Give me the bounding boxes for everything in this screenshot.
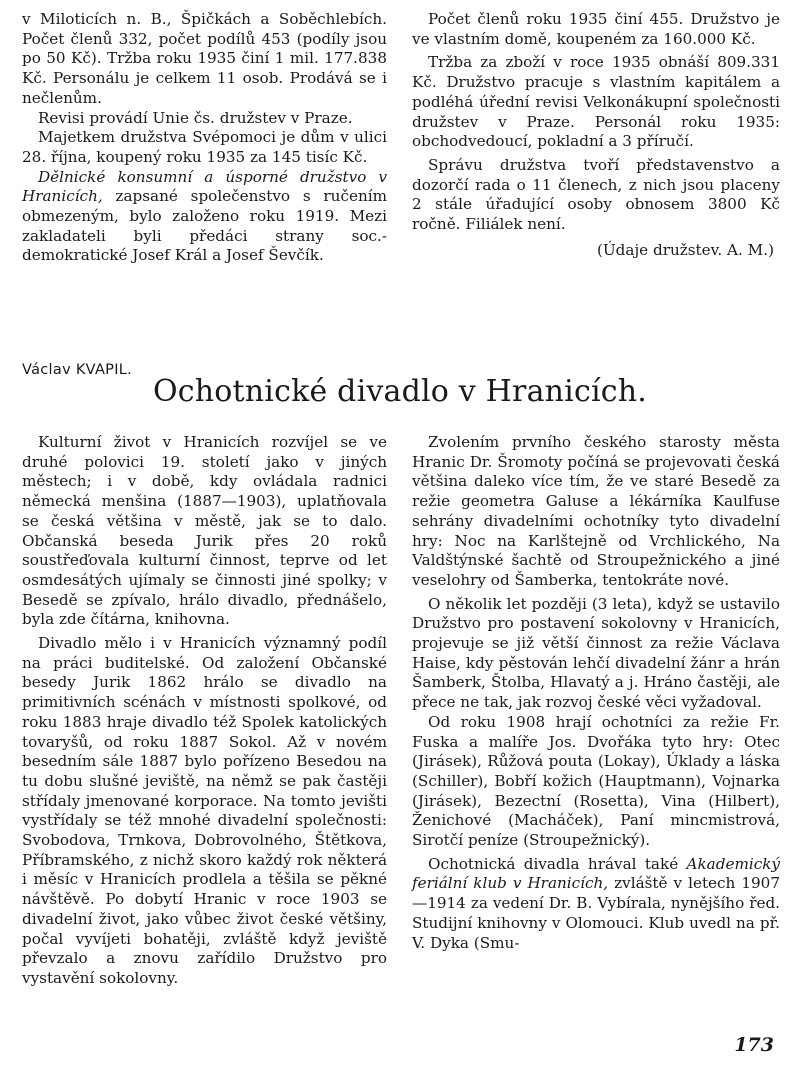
paragraph xyxy=(22,168,387,267)
paragraph: Divadlo mělo i v Hranicích významný podíl na práci buditelské. Od založení Občanské besedy Jurik 1862 hrálo se divadlo na primitivních scénách v místnosti spolkové, od roku 1883 hraje divadlo též Spolek katolických tovaryšů, od roku 1887 Sokol. Až v novém besedním sále 1887 bylo pořízeno Besedou na tu dobu slušné jeviště, na němž se pak častěji střídaly jmenované korporace. Na tomto jevišti vystřídaly se též mnohé divadelní společnosti: Svobodova, Trnkova, Dobrovolného, Štětkova, Příbramského, z nichž skoro každý rok některá i měsíc v Hranicích prodlela a těšila se pěkné návštěvě. Po dobytí Hranic v roce 1903 se divadelní život, jako vůbec život české většiny, počal vyvíjeti bohatěji, zvláště když jeviště převzalo a znovu zařídilo Družstvo pro vystavění sokolovny. xyxy=(22,634,387,987)
paragraph: v Miloticích n. B., Špičkách a Soběchlebích. Počet členů 332, počet podílů 453 (podíly jsou po 50 Kč). Tržba roku 1935 činí 1 mil. 177.838 Kč. Personálu je celkem 11 osob. Prodává se i nečlenům. xyxy=(22,10,387,107)
paragraph-text: zapsané společenstvo s ručením obmezeným, bylo založeno roku 1919. Mezi zakladateli byli předáci strany soc.-demokratické Josef Král a Josef Ševčík. xyxy=(22,187,387,265)
paragraph: Tržba za zboží v roce 1935 obnáší 809.331 Kč. Družstvo pracuje s vlastním kapitálem a podléhá úřední revisi Velkonákupní společnosti družstev v Praze. Personál roku 1935: obchodvedoucí, pokladní a 3 příručí. xyxy=(412,53,780,151)
source-note: (Údaje družstev. A. M.) xyxy=(596,240,774,259)
page-number: 173 xyxy=(734,1034,774,1056)
paragraph: Správu družstva tvoří představenstvo a dozorčí rada o 11 členech, z nich jsou placeny 2 stále úřadující osoby obnosem 3800 Kč ročně. Filiálek není. xyxy=(412,155,780,234)
top-right-column xyxy=(412,10,780,260)
paragraph: O několik let později (3 leta), když se ustavilo Družstvo pro postavení sokolovny v Hranicích, projevuje se již větší činnost za režie Václava Haise, kdy pěstován lehčí divadelní žánr a hrán Šamberk, Štolba, Hlavatý a j. Hráno častěji, ale přece ne tak, jak rozvoj české věci vyžadoval. xyxy=(412,594,780,712)
article-title: Ochotnické divadlo v Hranicích. xyxy=(152,374,648,409)
paragraph-text: zvláště v letech 1907—1914 za vedení Dr. B. Vybírala, nynějšího řed. Studijní knihovny v Olomouci. Klub uvedl na př. V. Dyka (Smu- xyxy=(412,874,780,952)
paragraph xyxy=(412,855,780,954)
cooperative-name: Dělnické konsumní a úsporné družstvo v Hranicích, xyxy=(22,167,387,206)
paragraph-text: Ochotnická divadla hrával také xyxy=(428,854,687,873)
paragraph: Počet členů roku 1935 činí 455. Družstvo je ve vlastním domě, koupeném za 160.000 Kč. xyxy=(412,10,780,48)
paragraph: Revisi provádí Unie čs. družstev v Praze. xyxy=(38,108,353,127)
article-author: Václav KVAPIL. xyxy=(22,362,133,378)
paragraph: Kulturní život v Hranicích rozvíjel se ve druhé polovici 19. století jako v jiných městech; i v době, kdy ovládala radnici německá menšina (1887—1903), uplatňovala se česká většina v městě, jak se to dalo. Občanská beseda Jurik přes 20 roků soustřeďovala kulturní činnost, teprve od let osmdesátých ujímaly se činnosti jiné spolky; v Besedě se zpívalo, hrálo divadlo, přednášelo, byla zde čítárna, knihovna. xyxy=(22,433,387,629)
bottom-left-column xyxy=(22,433,387,989)
paragraph: Majetkem družstva Svépomoci je dům v ulici 28. října, koupený roku 1935 za 145 tisíc Kč. xyxy=(22,128,387,166)
top-left-column xyxy=(22,10,387,266)
club-name: Akademický feriální klub v Hranicích, xyxy=(412,854,780,893)
paragraph: Zvolením prvního českého starosty města Hranic Dr. Šromoty počíná se projevovati česká většina daleko více tím, že ve staré Besedě za režie geometra Galuse a lékárníka Kaulfuse sehrány divadelními ochotníky tyto divadelní hry: Noc na Karlštejně od Vrchlického, Na Valdštýnské šachtě od Stroupežnického a jiné veselohry od Šamberka, tentokráte nové. xyxy=(412,433,780,589)
bottom-right-column xyxy=(412,433,780,953)
paragraph: Od roku 1908 hrají ochotníci za režie Fr. Fuska a malíře Jos. Dvořáka tyto hry: Otec (Jirásek), Růžová pouta (Lokay), Úklady a láska (Schiller), Bobří kožich (Hauptmann), Vojnarka (Jirásek), Bezectní (Rosetta), Vina (Hilbert), Ženichové (Macháček), Paní mincmistrová, Sirotčí peníze (Stroupežnický). xyxy=(412,712,780,850)
